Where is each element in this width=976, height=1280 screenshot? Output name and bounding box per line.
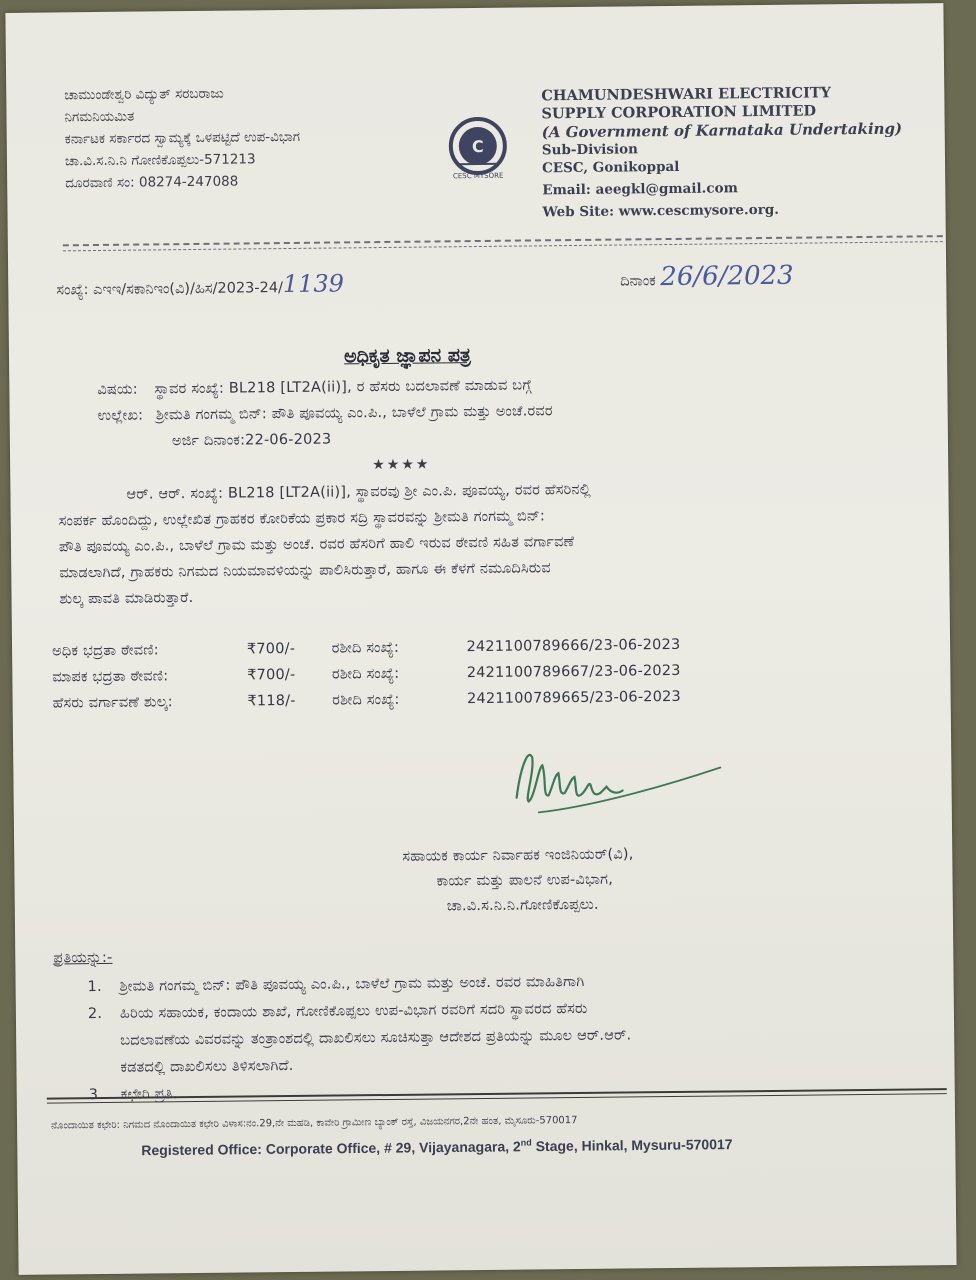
header-kn-line: ಚಾಮುಂಡೇಶ್ವರಿ ವಿದ್ಯುತ್ ಸರಬರಾಜು <box>64 85 224 104</box>
body-line: ಮಾಡಲಾಗಿದೆ, ಗ್ರಾಹಕರು ನಿಗಮದ ನಿಯಮಾವಳಿಯನ್ನು ಪಾಲಿಸಿರುತ್ತಾರೆ, ಹಾಗೂ ಈ ಕೆಳಗೆ ನಮೂದಿಸಿರುವ <box>59 560 551 582</box>
separator-stars: ★★★★ <box>372 456 431 474</box>
header-divider <box>63 235 943 246</box>
receipt-label: ರಶೀದಿ ಸಂಖ್ಯೆ: <box>331 665 400 683</box>
reference-number <box>56 269 344 300</box>
fee-amount: ₹700/- <box>247 666 296 684</box>
reference-label: ಸಂಖ್ಯೆ: ಎಇಇ/ಸಕಾನಿಇಂ(ವಿ)/ಹಿಸ/2023-24/ <box>56 280 284 299</box>
reference-line <box>98 403 553 424</box>
header-kn-line: ಚಾ.ವಿ.ಸ.ನಿ.ನಿ ಗೋಣಿಕೊಪ್ಪಲು-571213 <box>64 151 256 170</box>
memo-title: ಅಧಿಕೃತ ಜ್ಞಾಪನ ಪತ್ರ <box>343 344 471 368</box>
date-label: ದಿನಾಂಕ <box>620 273 656 290</box>
copy-text: ಹಿರಿಯ ಸಹಾಯಕ, ಕಂದಾಯ ಶಾಖೆ, ಗೋಣಿಕೊಪ್ಪಲು ಉಪ-ವಿಭಾಗ ರವರಿಗೆ ಸದರಿ ಸ್ಥಾವರದ ಹೆಸರು <box>119 1000 588 1022</box>
receipt-number: 2421100789666/23-06-2023 <box>466 636 681 656</box>
office-name: CESC, Gonikoppal <box>541 158 680 177</box>
header-kn-line: ನಿಗಮನಿಯಮಿತ <box>64 108 135 126</box>
receipt-label: ರಶೀದಿ ಸಂಖ್ಯೆ: <box>332 691 400 709</box>
copy-text: ಶ್ರೀಮತಿ ಗಂಗಮ್ಮ ಬಿನ್: ಪೌತಿ ಪೂವಯ್ಯ ಎಂ.ಪಿ., ಬಾಳೆಲೆ ಗ್ರಾಮ ಮತ್ತು ಅಂಚೆ. ರವರ ಮಾಹಿತಿಗಾಗಿ <box>119 973 585 995</box>
fee-label: ಅಧಿಕ ಭದ್ರತಾ ಠೇವಣಿ: <box>52 642 159 660</box>
govt-undertaking: (A Government of Karnataka Undertaking) <box>541 119 903 142</box>
application-date: ಅರ್ಜಿ ದಿನಾಂಕ:22-06-2023 <box>171 431 332 450</box>
receipt-number: 2421100789667/23-06-2023 <box>466 662 681 682</box>
company-name-line1: CHAMUNDESHWARI ELECTRICITY <box>541 84 832 105</box>
fee-amount: ₹118/- <box>247 692 296 710</box>
header-kn-line: ದೂರವಾಣಿ ಸಂ: 08274-247088 <box>65 173 239 192</box>
svg-text:C: C <box>471 136 484 157</box>
website-line: Web Site: www.cescmysore.org. <box>542 201 780 221</box>
sub-division-label: Sub-Division <box>541 141 638 159</box>
cesc-logo <box>437 116 520 183</box>
reference-label-kn: ಉಲ್ಲೇಖ: <box>97 407 144 425</box>
receipt-number: 2421100789665/23-06-2023 <box>466 688 682 708</box>
email-line: Email: aeegkl@gmail.com <box>542 180 738 199</box>
copy-number: 3. <box>88 1086 104 1104</box>
copies-list <box>87 968 632 1109</box>
copy-number: 1. <box>87 978 102 996</box>
body-line: ಪೌತಿ ಪೂವಯ್ಯ ಎಂ.ಪಿ., ಬಾಳೆಲೆ ಗ್ರಾಮ ಮತ್ತು ಅಂಚೆ. ರವರ ಹೆಸರಿಗೆ ಹಾಲಿ ಇರುವ ಠೇವಣಿ ಸಹಿತ ವರ್ಗಾವಣೆ <box>58 534 575 556</box>
fee-row <box>53 684 682 717</box>
body-line: ಸಂಪರ್ಕ ಹೊಂದಿದ್ದು, ಉಲ್ಲೇಖಿತ ಗ್ರಾಹಕರ ಕೋರಿಕೆಯ ಪ್ರಕಾರ ಸದ್ರಿ ಸ್ಥಾವರವನ್ನು ಶ್ರೀಮತಿ ಗಂಗಮ್ಮ ಬಿನ್: <box>58 508 546 530</box>
cesc-logo-icon <box>437 116 520 183</box>
footer-registered-office <box>141 1135 732 1158</box>
body-paragraph <box>58 477 592 613</box>
body-line: ಆರ್. ಆರ್. ಸಂಖ್ಯೆ: BL218 [LT2A(ii)], ಸ್ಥಾವರವು ಶ್ರೀ ಎಂ.ಪಿ. ಪೂವಯ್ಯ, ರವರ ಹೆಸರಿನಲ್ಲಿ <box>126 481 591 503</box>
footer-en-part: Stage, Hinkal, Mysuru-570017 <box>531 1136 733 1155</box>
header-kn-line: ಕರ್ನಾಟಕ ಸರ್ಕಾರದ ಸ್ವಾಮ್ಯಕ್ಕೆ ಒಳಪಟ್ಟಿದೆ ಉಪ-ವಿಭಾಗ <box>64 128 301 148</box>
fee-label: ಹೆಸರು ವರ್ಗಾವಣೆ ಶುಲ್ಕ: <box>52 694 173 712</box>
fee-label: ಮಾಪಕ ಭದ್ರತಾ ಠೇವಣಿ: <box>52 668 169 686</box>
letter-page <box>5 3 956 1275</box>
date-field <box>620 261 794 293</box>
copies-heading: ಪ್ರತಿಯನ್ನು:- <box>53 949 113 967</box>
fee-table <box>52 632 681 717</box>
footer-kannada: ನೊಂದಾಯಿತ ಕಛೇರಿ: ನಿಗಮದ ನೊಂದಾಯಿತ ಕಛೇರಿ ವಿಳಾಸ:ನಂ.29,ನೇ ಮಹಡಿ, ಕಾವೇರಿ ಗ್ರಾಮೀಣ ಬ್ಯಾಂಕ್ ರಸ್ತೆ, ವಿಜಯನಗರ,2ನೇ ಹಂತ, ಮೈಸೂರು-570017 <box>51 1115 578 1132</box>
header-kannada-block <box>64 82 300 194</box>
footer-en-part: Registered Office: Corporate Office, # 29, Vijayanagara, 2 <box>141 1138 521 1159</box>
subject-line <box>97 377 532 398</box>
subject-label: ವಿಷಯ: <box>97 381 138 399</box>
subject-text: ಸ್ಥಾವರ ಸಂಖ್ಯೆ: BL218 [LT2A(ii)], ರ ಹೆಸರು ಬದಲಾವಣೆ ಮಾಡುವ ಬಗ್ಗೆ <box>154 377 532 398</box>
signatory-block <box>402 842 634 919</box>
signatory-division: ಕಾರ್ಯ ಮತ್ತು ಪಾಲನೆ ಉಪ-ವಿಭಾಗ, <box>436 871 614 890</box>
reference-text: ಶ್ರೀಮತಿ ಗಂಗಮ್ಮ ಬಿನ್: ಪೌತಿ ಪೂವಯ್ಯ ಎಂ.ಪಿ., ಬಾಳೆಲೆ ಗ್ರಾಮ ಮತ್ತು ಅಂಚೆ.ರವರ <box>155 403 553 424</box>
svg-text:CESC MYSORE: CESC MYSORE <box>452 171 504 181</box>
date-handwritten: 26/6/2023 <box>660 260 794 293</box>
copy-text: ಕಛೇರಿ ಪ್ರತಿ. <box>120 1086 178 1103</box>
signatory-designation: ಸಹಾಯಕ ಕಾರ್ಯ ನಿರ್ವಾಹಕ ಇಂಜಿನಿಯರ್(ವಿ), <box>402 846 634 865</box>
footer-en-sup: nd <box>520 1137 532 1148</box>
receipt-label: ರಶೀದಿ ಸಂಖ್ಯೆ: <box>331 639 400 657</box>
header-english-block <box>541 84 903 222</box>
fee-amount: ₹700/- <box>246 640 296 658</box>
copy-text-continued: ಕಡತದಲ್ಲಿ ದಾಖಲಿಸಲು ತಿಳಿಸಲಾಗಿದೆ. <box>120 1057 294 1076</box>
company-name-line2: SUPPLY CORPORATION LIMITED <box>541 102 817 123</box>
reference-handwritten: 1139 <box>282 269 345 299</box>
copy-text-continued: ಬದಲಾವಣೆಯ ವಿವರವನ್ನು ತಂತ್ರಾಂಶದಲ್ಲಿ ದಾಖಲಿಸಲು ಸೂಚಿಸುತ್ತಾ ಆದೇಶದ ಪ್ರತಿಯನ್ನು ಮೂಲ ಆರ್.ಆರ್. <box>120 1027 632 1049</box>
signature-icon <box>498 735 729 827</box>
signatory-office: ಚಾ.ವಿ.ಸ.ನಿ.ನಿ.ಗೋಣಿಕೊಪ್ಪಲು. <box>446 896 599 915</box>
copy-number: 2. <box>87 1005 103 1023</box>
body-line: ಶುಲ್ಕ ಪಾವತಿ ಮಾಡಿರುತ್ತಾರೆ. <box>59 590 194 608</box>
